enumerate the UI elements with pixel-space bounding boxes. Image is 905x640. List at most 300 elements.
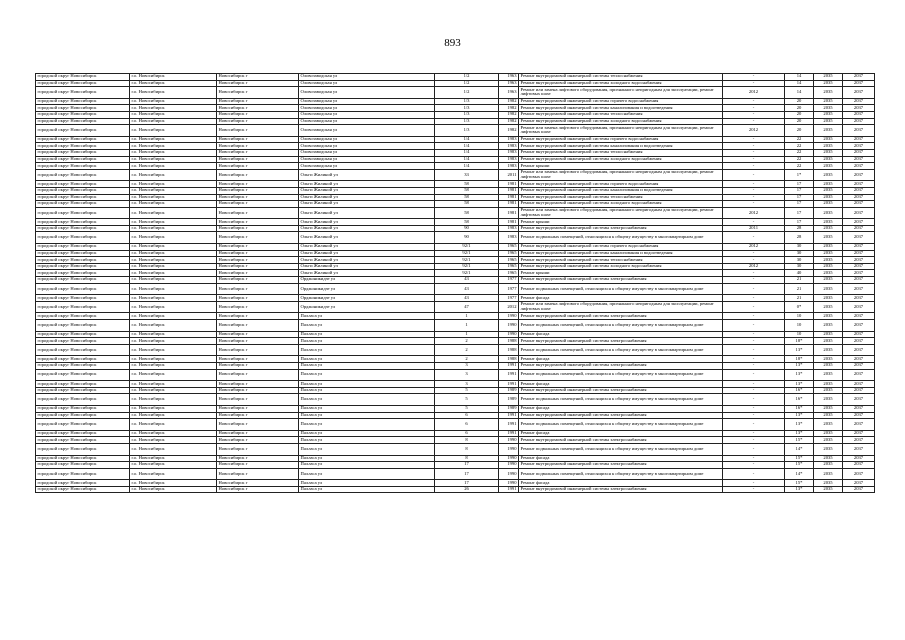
cell-last: - <box>723 201 785 208</box>
table-row <box>36 80 875 87</box>
cell-from: 2035 <box>814 201 843 208</box>
cell-city: Новосибирск г <box>217 201 299 208</box>
cell-okrug: городской округ Новосибирск <box>36 143 130 150</box>
cell-house: 1/3 <box>435 118 499 125</box>
cell-city_go: г.о. Новосибирск <box>130 194 217 201</box>
cell-house: 47 <box>435 301 499 313</box>
cell-from: 2035 <box>814 219 843 226</box>
cell-street: Палласа ул <box>299 486 435 493</box>
table-row <box>36 480 875 487</box>
cell-to: 2037 <box>843 277 875 284</box>
cell-city: Новосибирск г <box>217 225 299 232</box>
cell-house: 1/3 <box>435 125 499 137</box>
cell-city_go: г.о. Новосибирск <box>130 301 217 313</box>
cell-city_go: г.о. Новосибирск <box>130 480 217 487</box>
cell-city_go: г.о. Новосибирск <box>130 277 217 284</box>
cell-house: 17 <box>435 480 499 487</box>
cell-last: - <box>723 105 785 112</box>
cell-street: Палласа ул <box>299 468 435 480</box>
cell-city_go: г.о. Новосибирск <box>130 169 217 181</box>
cell-city: Новосибирск г <box>217 163 299 170</box>
cell-house: 1/3 <box>435 98 499 105</box>
cell-city_go: г.о. Новосибирск <box>130 74 217 81</box>
cell-city: Новосибирск г <box>217 207 299 219</box>
cell-street: Оловозаводская ул <box>299 156 435 163</box>
cell-n: 40 <box>785 270 814 277</box>
cell-last: - <box>723 362 785 369</box>
cell-year: 1982 <box>499 111 519 118</box>
cell-last: - <box>723 301 785 313</box>
cell-city_go: г.о. Новосибирск <box>130 356 217 363</box>
cell-city: Новосибирск г <box>217 313 299 320</box>
cell-to: 2037 <box>843 301 875 313</box>
cell-from: 2035 <box>814 486 843 493</box>
cell-year: 1982 <box>499 105 519 112</box>
repair-schedule-table <box>35 73 875 493</box>
cell-work: Ремонт или замена лифтового оборудования, признанного непригодным для эксплуатации, ремонт лифтовых шахт <box>519 207 723 219</box>
cell-okrug: городской округ Новосибирск <box>36 295 130 302</box>
cell-okrug: городской округ Новосибирск <box>36 270 130 277</box>
cell-to: 2037 <box>843 194 875 201</box>
cell-work: Ремонт внутридомовой инженерной системы холодного водоснабжения <box>519 156 723 163</box>
cell-n: 1* <box>785 169 814 181</box>
cell-n: 20 <box>785 105 814 112</box>
table-row <box>36 412 875 419</box>
cell-to: 2037 <box>843 405 875 412</box>
cell-work: Ремонт фасада <box>519 356 723 363</box>
cell-house: 33 <box>435 169 499 181</box>
cell-street: Ольги Жилиной ул <box>299 232 435 244</box>
cell-house: 1/4 <box>435 163 499 170</box>
cell-okrug: городской округ Новосибирск <box>36 111 130 118</box>
cell-year: 1988 <box>499 344 519 356</box>
cell-year: 1981 <box>499 219 519 226</box>
cell-city: Новосибирск г <box>217 295 299 302</box>
cell-year: 1990 <box>499 462 519 469</box>
cell-from: 2035 <box>814 270 843 277</box>
cell-city_go: г.о. Новосибирск <box>130 362 217 369</box>
cell-city: Новосибирск г <box>217 362 299 369</box>
cell-from: 2035 <box>814 263 843 270</box>
table-row <box>36 149 875 156</box>
cell-to: 2037 <box>843 412 875 419</box>
cell-city_go: г.о. Новосибирск <box>130 468 217 480</box>
cell-street: Орджоникидзе ул <box>299 283 435 295</box>
cell-house: 1 <box>435 331 499 338</box>
cell-year: 2011 <box>499 169 519 181</box>
cell-to: 2037 <box>843 149 875 156</box>
cell-city: Новосибирск г <box>217 263 299 270</box>
cell-street: Оловозаводская ул <box>299 98 435 105</box>
cell-n: 13* <box>785 381 814 388</box>
cell-city: Новосибирск г <box>217 125 299 137</box>
cell-okrug: городской округ Новосибирск <box>36 412 130 419</box>
cell-last: - <box>723 437 785 444</box>
cell-okrug: городской округ Новосибирск <box>36 194 130 201</box>
cell-last: 2012 <box>723 87 785 99</box>
cell-from: 2035 <box>814 143 843 150</box>
cell-street: Оловозаводская ул <box>299 111 435 118</box>
cell-last: 2011 <box>723 225 785 232</box>
cell-work: Ремонт внутридомовой инженерной системы теплоснабжения <box>519 74 723 81</box>
cell-street: Палласа ул <box>299 344 435 356</box>
cell-last: - <box>723 480 785 487</box>
table-row <box>36 143 875 150</box>
cell-okrug: городской округ Новосибирск <box>36 244 130 251</box>
cell-street: Оловозаводская ул <box>299 143 435 150</box>
cell-house: 5 <box>435 394 499 406</box>
cell-last: - <box>723 194 785 201</box>
cell-city_go: г.о. Новосибирск <box>130 313 217 320</box>
cell-okrug: городской округ Новосибирск <box>36 201 130 208</box>
cell-city_go: г.о. Новосибирск <box>130 387 217 394</box>
cell-city_go: г.о. Новосибирск <box>130 344 217 356</box>
cell-house: 58 <box>435 187 499 194</box>
cell-last: - <box>723 156 785 163</box>
cell-city_go: г.о. Новосибирск <box>130 394 217 406</box>
table-row <box>36 136 875 143</box>
cell-okrug: городской округ Новосибирск <box>36 163 130 170</box>
cell-street: Ольги Жилиной ул <box>299 263 435 270</box>
cell-city_go: г.о. Новосибирск <box>130 207 217 219</box>
table-row <box>36 187 875 194</box>
cell-from: 2035 <box>814 362 843 369</box>
cell-work: Ремонт подвальных помещений, относящихся к общему имуществу в многоквартирном доме <box>519 369 723 381</box>
table-row <box>36 283 875 295</box>
cell-street: Оловозаводская ул <box>299 80 435 87</box>
cell-street: Ольги Жилиной ул <box>299 181 435 188</box>
cell-from: 2035 <box>814 381 843 388</box>
cell-from: 2035 <box>814 194 843 201</box>
cell-street: Палласа ул <box>299 412 435 419</box>
cell-last: - <box>723 270 785 277</box>
cell-city_go: г.о. Новосибирск <box>130 118 217 125</box>
cell-okrug: городской округ Новосибирск <box>36 480 130 487</box>
cell-street: Оловозаводская ул <box>299 125 435 137</box>
cell-to: 2037 <box>843 187 875 194</box>
cell-city_go: г.о. Новосибирск <box>130 98 217 105</box>
cell-city_go: г.о. Новосибирск <box>130 338 217 345</box>
cell-to: 2037 <box>843 419 875 431</box>
table-row <box>36 232 875 244</box>
cell-from: 2035 <box>814 232 843 244</box>
cell-year: 1982 <box>499 118 519 125</box>
cell-work: Ремонт внутридомовой инженерной системы теплоснабжения <box>519 149 723 156</box>
cell-city_go: г.о. Новосибирск <box>130 232 217 244</box>
cell-okrug: городской округ Новосибирск <box>36 74 130 81</box>
cell-city_go: г.о. Новосибирск <box>130 331 217 338</box>
cell-last: - <box>723 219 785 226</box>
cell-house: 6 <box>435 419 499 431</box>
cell-to: 2037 <box>843 295 875 302</box>
cell-street: Палласа ул <box>299 443 435 455</box>
cell-city: Новосибирск г <box>217 320 299 332</box>
cell-house: 6 <box>435 430 499 437</box>
cell-year: 1988 <box>499 356 519 363</box>
cell-street: Оловозаводская ул <box>299 105 435 112</box>
cell-house: 8 <box>435 455 499 462</box>
cell-to: 2037 <box>843 480 875 487</box>
cell-house: 92/1 <box>435 270 499 277</box>
cell-to: 2037 <box>843 250 875 257</box>
page-number: 893 <box>444 37 461 49</box>
cell-from: 2035 <box>814 301 843 313</box>
cell-city: Новосибирск г <box>217 419 299 431</box>
cell-work: Ремонт внутридомовой инженерной системы электроснабжения <box>519 338 723 345</box>
cell-last: 2012 <box>723 125 785 137</box>
cell-city: Новосибирск г <box>217 149 299 156</box>
cell-to: 2037 <box>843 87 875 99</box>
cell-n: 14* <box>785 443 814 455</box>
cell-okrug: городской округ Новосибирск <box>36 219 130 226</box>
cell-city_go: г.о. Новосибирск <box>130 437 217 444</box>
cell-to: 2037 <box>843 331 875 338</box>
cell-city_go: г.о. Новосибирск <box>130 430 217 437</box>
cell-to: 2037 <box>843 105 875 112</box>
table-row <box>36 405 875 412</box>
cell-house: 43 <box>435 295 499 302</box>
cell-to: 2037 <box>843 381 875 388</box>
cell-last: - <box>723 338 785 345</box>
cell-city: Новосибирск г <box>217 338 299 345</box>
cell-from: 2035 <box>814 283 843 295</box>
cell-year: 1983 <box>499 143 519 150</box>
cell-house: 1/4 <box>435 136 499 143</box>
cell-work: Ремонт подвальных помещений, относящихся к общему имуществу в многоквартирном доме <box>519 344 723 356</box>
cell-house: 58 <box>435 207 499 219</box>
cell-okrug: городской округ Новосибирск <box>36 207 130 219</box>
cell-house: 58 <box>435 181 499 188</box>
cell-street: Оловозаводская ул <box>299 118 435 125</box>
cell-work: Ремонт внутридомовой инженерной системы электроснабжения <box>519 362 723 369</box>
cell-street: Палласа ул <box>299 362 435 369</box>
cell-year: 1965 <box>499 244 519 251</box>
cell-to: 2037 <box>843 219 875 226</box>
cell-city_go: г.о. Новосибирск <box>130 163 217 170</box>
cell-okrug: городской округ Новосибирск <box>36 80 130 87</box>
cell-to: 2037 <box>843 462 875 469</box>
cell-city_go: г.о. Новосибирск <box>130 225 217 232</box>
cell-year: 1983 <box>499 136 519 143</box>
cell-to: 2037 <box>843 169 875 181</box>
cell-city: Новосибирск г <box>217 87 299 99</box>
cell-from: 2035 <box>814 295 843 302</box>
cell-work: Ремонт внутридомовой инженерной системы теплоснабжения <box>519 194 723 201</box>
cell-year: 1990 <box>499 480 519 487</box>
cell-from: 2035 <box>814 125 843 137</box>
cell-from: 2035 <box>814 105 843 112</box>
cell-last: - <box>723 149 785 156</box>
cell-to: 2037 <box>843 207 875 219</box>
table-row <box>36 362 875 369</box>
table-row <box>36 369 875 381</box>
cell-city_go: г.о. Новосибирск <box>130 125 217 137</box>
cell-work: Ремонт крыши <box>519 163 723 170</box>
cell-work: Ремонт внутридомовой инженерной системы теплоснабжения <box>519 257 723 264</box>
cell-year: 1989 <box>499 394 519 406</box>
cell-year: 1965 <box>499 250 519 257</box>
cell-okrug: городской округ Новосибирск <box>36 181 130 188</box>
cell-n: 13* <box>785 362 814 369</box>
cell-city: Новосибирск г <box>217 156 299 163</box>
cell-city: Новосибирск г <box>217 301 299 313</box>
cell-year: 2012 <box>499 301 519 313</box>
cell-house: 6 <box>435 412 499 419</box>
cell-n: 13* <box>785 344 814 356</box>
cell-from: 2035 <box>814 80 843 87</box>
table-row <box>36 169 875 181</box>
cell-house: 1/3 <box>435 111 499 118</box>
cell-last: - <box>723 74 785 81</box>
cell-city: Новосибирск г <box>217 394 299 406</box>
cell-house: 43 <box>435 283 499 295</box>
table-row <box>36 381 875 388</box>
cell-work: Ремонт фасада <box>519 331 723 338</box>
cell-okrug: городской округ Новосибирск <box>36 462 130 469</box>
cell-city: Новосибирск г <box>217 480 299 487</box>
cell-from: 2035 <box>814 394 843 406</box>
cell-from: 2035 <box>814 313 843 320</box>
cell-last: - <box>723 405 785 412</box>
cell-to: 2037 <box>843 443 875 455</box>
cell-street: Ольги Жилиной ул <box>299 257 435 264</box>
cell-city: Новосибирск г <box>217 331 299 338</box>
cell-street: Орджоникидзе ул <box>299 295 435 302</box>
cell-city_go: г.о. Новосибирск <box>130 283 217 295</box>
cell-work: Ремонт внутридомовой инженерной системы электроснабжения <box>519 486 723 493</box>
cell-okrug: городской округ Новосибирск <box>36 320 130 332</box>
cell-work: Ремонт или замена лифтового оборудования, признанного непригодным для эксплуатации, ремонт лифтовых шахт <box>519 87 723 99</box>
cell-work: Ремонт внутридомовой инженерной системы канализования и водоотведения <box>519 250 723 257</box>
cell-street: Оловозаводская ул <box>299 149 435 156</box>
cell-house: 90 <box>435 225 499 232</box>
cell-from: 2035 <box>814 338 843 345</box>
cell-work: Ремонт подвальных помещений, относящихся к общему имуществу в многоквартирном доме <box>519 320 723 332</box>
cell-city_go: г.о. Новосибирск <box>130 270 217 277</box>
cell-to: 2037 <box>843 437 875 444</box>
cell-house: 43 <box>435 277 499 284</box>
cell-last: - <box>723 344 785 356</box>
cell-city_go: г.о. Новосибирск <box>130 250 217 257</box>
cell-to: 2037 <box>843 98 875 105</box>
table-row <box>36 455 875 462</box>
cell-to: 2037 <box>843 270 875 277</box>
cell-city_go: г.о. Новосибирск <box>130 443 217 455</box>
cell-year: 1989 <box>499 387 519 394</box>
cell-year: 1991 <box>499 486 519 493</box>
cell-n: 13* <box>785 369 814 381</box>
cell-year: 1990 <box>499 468 519 480</box>
cell-city: Новосибирск г <box>217 412 299 419</box>
cell-street: Палласа ул <box>299 419 435 431</box>
cell-last: - <box>723 136 785 143</box>
cell-city: Новосибирск г <box>217 381 299 388</box>
cell-street: Оловозаводская ул <box>299 87 435 99</box>
cell-street: Палласа ул <box>299 369 435 381</box>
cell-work: Ремонт внутридомовой инженерной системы теплоснабжения <box>519 111 723 118</box>
table-row <box>36 219 875 226</box>
cell-city_go: г.о. Новосибирск <box>130 136 217 143</box>
cell-n: 10 <box>785 331 814 338</box>
cell-last: - <box>723 118 785 125</box>
cell-okrug: городской округ Новосибирск <box>36 169 130 181</box>
cell-city: Новосибирск г <box>217 270 299 277</box>
cell-year: 1983 <box>499 156 519 163</box>
cell-house: 1 <box>435 313 499 320</box>
cell-last: - <box>723 486 785 493</box>
cell-house: 1/4 <box>435 149 499 156</box>
cell-city: Новосибирск г <box>217 136 299 143</box>
cell-street: Палласа ул <box>299 455 435 462</box>
cell-n: 17 <box>785 194 814 201</box>
cell-from: 2035 <box>814 181 843 188</box>
cell-street: Ольги Жилиной ул <box>299 225 435 232</box>
cell-n: 14* <box>785 468 814 480</box>
cell-n: 21 <box>785 277 814 284</box>
cell-year: 1990 <box>499 313 519 320</box>
cell-city: Новосибирск г <box>217 462 299 469</box>
cell-n: 17 <box>785 187 814 194</box>
cell-last: - <box>723 430 785 437</box>
cell-n: 28 <box>785 232 814 244</box>
cell-from: 2035 <box>814 156 843 163</box>
cell-street: Ольги Жилиной ул <box>299 250 435 257</box>
cell-n: 17 <box>785 181 814 188</box>
cell-to: 2037 <box>843 356 875 363</box>
cell-street: Ольги Жилиной ул <box>299 201 435 208</box>
cell-from: 2035 <box>814 387 843 394</box>
table-row <box>36 419 875 431</box>
table-row <box>36 207 875 219</box>
cell-n: 22 <box>785 143 814 150</box>
cell-okrug: городской округ Новосибирск <box>36 277 130 284</box>
cell-year: 1991 <box>499 369 519 381</box>
cell-city: Новосибирск г <box>217 468 299 480</box>
cell-from: 2035 <box>814 225 843 232</box>
cell-street: Орджоникидзе ул <box>299 277 435 284</box>
cell-last: 2012 <box>723 263 785 270</box>
cell-last: - <box>723 331 785 338</box>
cell-year: 1991 <box>499 381 519 388</box>
table-row <box>36 257 875 264</box>
cell-city: Новосибирск г <box>217 98 299 105</box>
cell-year: 1981 <box>499 201 519 208</box>
cell-year: 1963 <box>499 74 519 81</box>
table-row <box>36 320 875 332</box>
cell-from: 2035 <box>814 244 843 251</box>
table-row <box>36 201 875 208</box>
cell-work: Ремонт внутридомовой инженерной системы горячего водоснабжения <box>519 98 723 105</box>
cell-house: 3 <box>435 381 499 388</box>
cell-house: 26 <box>435 486 499 493</box>
cell-work: Ремонт внутридомовой инженерной системы канализования и водоотведения <box>519 187 723 194</box>
cell-work: Ремонт подвальных помещений, относящихся к общему имуществу в многоквартирном доме <box>519 443 723 455</box>
cell-work: Ремонт фасада <box>519 405 723 412</box>
cell-to: 2037 <box>843 80 875 87</box>
cell-street: Палласа ул <box>299 381 435 388</box>
cell-street: Ольги Жилиной ул <box>299 187 435 194</box>
table-row <box>36 331 875 338</box>
cell-city_go: г.о. Новосибирск <box>130 201 217 208</box>
table-row <box>36 387 875 394</box>
cell-city_go: г.о. Новосибирск <box>130 295 217 302</box>
cell-to: 2037 <box>843 244 875 251</box>
cell-house: 58 <box>435 194 499 201</box>
table-row <box>36 313 875 320</box>
cell-to: 2037 <box>843 468 875 480</box>
cell-house: 1 <box>435 320 499 332</box>
cell-from: 2035 <box>814 462 843 469</box>
